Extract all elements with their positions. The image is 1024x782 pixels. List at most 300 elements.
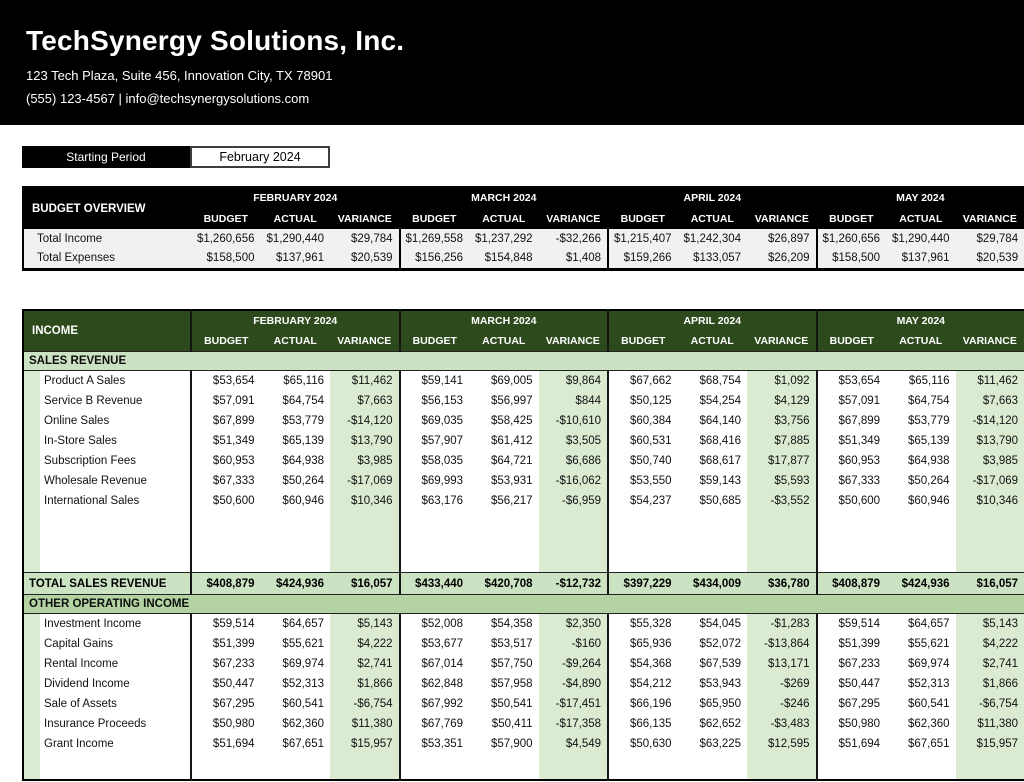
income-body (23, 352, 1024, 780)
blank-cell (608, 511, 678, 573)
table-title: BUDGET OVERVIEW (23, 187, 191, 229)
value-cell: $64,754 (886, 391, 956, 411)
value-cell: $55,621 (261, 634, 331, 654)
blank-cell (817, 754, 887, 780)
blank-cell (469, 754, 539, 780)
value-cell: $67,014 (400, 654, 470, 674)
column-header: BUDGET (817, 331, 887, 352)
value-cell: $53,550 (608, 471, 678, 491)
value-cell: $62,360 (886, 714, 956, 734)
value-cell: $61,412 (469, 431, 539, 451)
value-cell: $424,936 (886, 573, 956, 595)
column-header: ACTUAL (886, 331, 956, 352)
value-cell: -$269 (747, 674, 817, 694)
value-cell: $62,652 (678, 714, 748, 734)
value-cell: $7,663 (956, 391, 1024, 411)
value-cell: $64,754 (261, 391, 331, 411)
value-cell: $69,974 (886, 654, 956, 674)
value-cell: $20,539 (956, 249, 1024, 269)
value-cell: -$13,864 (747, 634, 817, 654)
column-header: ACTUAL (261, 331, 331, 352)
month-header: MAY 2024 (817, 187, 1024, 208)
blank-cell (678, 511, 748, 573)
value-cell: -$14,120 (956, 411, 1024, 431)
column-header: ACTUAL (469, 208, 539, 229)
value-cell: $65,139 (886, 431, 956, 451)
row-label: Total Income (23, 229, 191, 249)
blank-cell (400, 511, 470, 573)
column-header: ACTUAL (469, 331, 539, 352)
value-cell: $1,092 (747, 371, 817, 391)
value-cell: $64,657 (886, 614, 956, 634)
value-cell: $133,057 (678, 249, 748, 269)
value-cell: $10,346 (330, 491, 400, 511)
value-cell: $11,462 (956, 371, 1024, 391)
company-name: TechSynergy Solutions, Inc. (26, 25, 405, 56)
value-cell: -$4,890 (539, 674, 609, 694)
value-cell: $15,957 (956, 734, 1024, 754)
blank-cell (608, 754, 678, 780)
blank-cell (261, 754, 331, 780)
value-cell: -$14,120 (330, 411, 400, 431)
value-cell: $68,617 (678, 451, 748, 471)
value-cell: $64,938 (886, 451, 956, 471)
value-cell: $1,242,304 (678, 229, 748, 249)
value-cell: $1,290,440 (886, 229, 956, 249)
value-cell: $26,897 (747, 229, 817, 249)
section-heading: OTHER OPERATING INCOME (23, 595, 1024, 614)
value-cell: -$17,451 (539, 694, 609, 714)
value-cell: $20,539 (330, 249, 400, 269)
value-cell: $67,295 (191, 694, 261, 714)
blank-cell (886, 754, 956, 780)
value-cell: $159,266 (608, 249, 678, 269)
value-cell: $51,399 (191, 634, 261, 654)
blank-cell (23, 754, 191, 780)
value-cell: $67,333 (817, 471, 887, 491)
value-cell: $408,879 (817, 573, 887, 595)
table-row (23, 471, 1024, 491)
value-cell: $52,008 (400, 614, 470, 634)
value-cell: $408,879 (191, 573, 261, 595)
value-cell: $17,877 (747, 451, 817, 471)
value-cell: $1,866 (956, 674, 1024, 694)
value-cell: $67,333 (191, 471, 261, 491)
value-cell: $13,171 (747, 654, 817, 674)
row-label: Service B Revenue (23, 391, 191, 411)
blank-row (23, 754, 1024, 780)
value-cell: $67,651 (261, 734, 331, 754)
value-cell: $36,780 (747, 573, 817, 595)
column-header: BUDGET (608, 331, 678, 352)
blank-cell (191, 754, 261, 780)
column-header: ACTUAL (678, 208, 748, 229)
blank-cell (886, 511, 956, 573)
value-cell: $58,035 (400, 451, 470, 471)
value-cell: $1,866 (330, 674, 400, 694)
value-cell: $3,985 (330, 451, 400, 471)
value-cell: $11,380 (956, 714, 1024, 734)
value-cell: $65,936 (608, 634, 678, 654)
value-cell: $53,779 (261, 411, 331, 431)
table-row (23, 694, 1024, 714)
value-cell: $13,790 (330, 431, 400, 451)
value-cell: $50,125 (608, 391, 678, 411)
value-cell: $67,539 (678, 654, 748, 674)
value-cell: $54,237 (608, 491, 678, 511)
value-cell: $57,900 (469, 734, 539, 754)
value-cell: $52,313 (886, 674, 956, 694)
value-cell: $68,754 (678, 371, 748, 391)
value-cell: $50,447 (191, 674, 261, 694)
value-cell: $50,980 (191, 714, 261, 734)
value-cell: $137,961 (261, 249, 331, 269)
month-header: FEBRUARY 2024 (191, 310, 400, 331)
value-cell: $53,677 (400, 634, 470, 654)
value-cell: $9,864 (539, 371, 609, 391)
blank-cell (330, 754, 400, 780)
table-row (23, 249, 1024, 269)
value-cell: -$160 (539, 634, 609, 654)
blank-cell (747, 511, 817, 573)
value-cell: $60,946 (261, 491, 331, 511)
value-cell: $57,091 (817, 391, 887, 411)
value-cell: $63,225 (678, 734, 748, 754)
value-cell: $51,399 (817, 634, 887, 654)
value-cell: $66,196 (608, 694, 678, 714)
value-cell: -$12,732 (539, 573, 609, 595)
table-row (23, 734, 1024, 754)
company-header (0, 0, 1024, 125)
value-cell: $66,135 (608, 714, 678, 734)
blank-cell (400, 754, 470, 780)
total-row (23, 573, 1024, 595)
total-label: TOTAL SALES REVENUE (23, 573, 191, 595)
value-cell: $67,899 (817, 411, 887, 431)
row-label: Insurance Proceeds (23, 714, 191, 734)
value-cell: $50,411 (469, 714, 539, 734)
value-cell: $1,260,656 (817, 229, 887, 249)
value-cell: $59,141 (400, 371, 470, 391)
value-cell: -$32,266 (539, 229, 609, 249)
value-cell: -$6,754 (956, 694, 1024, 714)
table-row (23, 431, 1024, 451)
value-cell: $424,936 (261, 573, 331, 595)
value-cell: $1,237,292 (469, 229, 539, 249)
value-cell: $50,264 (261, 471, 331, 491)
value-cell: $67,651 (886, 734, 956, 754)
month-header: FEBRUARY 2024 (191, 187, 400, 208)
company-contact: (555) 123-4567 | info@techsynergysolutions.com (26, 91, 310, 106)
table-row (23, 229, 1024, 249)
blank-cell (539, 754, 609, 780)
value-cell: $1,269,558 (400, 229, 470, 249)
value-cell: $50,600 (817, 491, 887, 511)
value-cell: $64,938 (261, 451, 331, 471)
value-cell: $50,740 (608, 451, 678, 471)
value-cell: $3,756 (747, 411, 817, 431)
row-label: Capital Gains (23, 634, 191, 654)
value-cell: $65,950 (678, 694, 748, 714)
column-header: BUDGET (400, 208, 470, 229)
value-cell: $62,848 (400, 674, 470, 694)
value-cell: $11,380 (330, 714, 400, 734)
value-cell: $55,621 (886, 634, 956, 654)
value-cell: -$3,552 (747, 491, 817, 511)
starting-period-value[interactable]: February 2024 (190, 146, 330, 168)
month-header: MAY 2024 (817, 310, 1024, 331)
row-label: Grant Income (23, 734, 191, 754)
value-cell: $53,779 (886, 411, 956, 431)
value-cell: $60,531 (608, 431, 678, 451)
value-cell: $6,686 (539, 451, 609, 471)
value-cell: $53,351 (400, 734, 470, 754)
value-cell: $67,233 (817, 654, 887, 674)
column-header: BUDGET (191, 208, 261, 229)
value-cell: -$10,610 (539, 411, 609, 431)
value-cell: -$16,062 (539, 471, 609, 491)
table-row (23, 634, 1024, 654)
value-cell: $57,091 (191, 391, 261, 411)
value-cell: $434,009 (678, 573, 748, 595)
value-cell: $69,993 (400, 471, 470, 491)
value-cell: $65,116 (261, 371, 331, 391)
value-cell: $3,985 (956, 451, 1024, 471)
value-cell: $16,057 (956, 573, 1024, 595)
blank-cell (539, 511, 609, 573)
blank-cell (23, 511, 191, 573)
value-cell: $67,899 (191, 411, 261, 431)
column-header: VARIANCE (747, 331, 817, 352)
value-cell: -$6,754 (330, 694, 400, 714)
value-cell: $59,143 (678, 471, 748, 491)
value-cell: $56,217 (469, 491, 539, 511)
value-cell: $4,129 (747, 391, 817, 411)
value-cell: $56,153 (400, 391, 470, 411)
value-cell: $69,974 (261, 654, 331, 674)
value-cell: $57,750 (469, 654, 539, 674)
value-cell: -$17,069 (330, 471, 400, 491)
row-label: Product A Sales (23, 371, 191, 391)
table-title: INCOME (23, 310, 191, 352)
value-cell: $54,254 (678, 391, 748, 411)
column-header: BUDGET (608, 208, 678, 229)
value-cell: $52,072 (678, 634, 748, 654)
value-cell: $50,600 (191, 491, 261, 511)
value-cell: $51,694 (191, 734, 261, 754)
value-cell: -$9,264 (539, 654, 609, 674)
value-cell: $5,593 (747, 471, 817, 491)
value-cell: $1,215,407 (608, 229, 678, 249)
column-header: VARIANCE (747, 208, 817, 229)
row-label: International Sales (23, 491, 191, 511)
value-cell: $50,541 (469, 694, 539, 714)
value-cell: $4,222 (956, 634, 1024, 654)
value-cell: $29,784 (956, 229, 1024, 249)
value-cell: $54,045 (678, 614, 748, 634)
table-header-row (23, 187, 1024, 208)
value-cell: $397,229 (608, 573, 678, 595)
value-cell: $60,541 (261, 694, 331, 714)
value-cell: $4,549 (539, 734, 609, 754)
value-cell: $54,212 (608, 674, 678, 694)
value-cell: $158,500 (191, 249, 261, 269)
value-cell: $51,694 (817, 734, 887, 754)
period-selector (22, 146, 1024, 168)
row-label: Wholesale Revenue (23, 471, 191, 491)
column-header: ACTUAL (261, 208, 331, 229)
value-cell: $50,630 (608, 734, 678, 754)
value-cell: $60,541 (886, 694, 956, 714)
value-cell: $59,514 (817, 614, 887, 634)
blank-cell (330, 511, 400, 573)
value-cell: $53,943 (678, 674, 748, 694)
row-label: Investment Income (23, 614, 191, 634)
value-cell: $10,346 (956, 491, 1024, 511)
section-header-row (23, 352, 1024, 371)
value-cell: $53,654 (817, 371, 887, 391)
month-header: MARCH 2024 (400, 187, 609, 208)
value-cell: $59,514 (191, 614, 261, 634)
value-cell: $64,140 (678, 411, 748, 431)
value-cell: $57,907 (400, 431, 470, 451)
column-header: VARIANCE (330, 208, 400, 229)
blank-cell (747, 754, 817, 780)
value-cell: $58,425 (469, 411, 539, 431)
blank-cell (261, 511, 331, 573)
value-cell: $54,358 (469, 614, 539, 634)
value-cell: -$246 (747, 694, 817, 714)
value-cell: $2,741 (956, 654, 1024, 674)
value-cell: $67,662 (608, 371, 678, 391)
row-label: Rental Income (23, 654, 191, 674)
table-row (23, 391, 1024, 411)
value-cell: $64,721 (469, 451, 539, 471)
column-header: VARIANCE (539, 208, 609, 229)
table-row (23, 411, 1024, 431)
value-cell: $69,005 (469, 371, 539, 391)
value-cell: $55,328 (608, 614, 678, 634)
table-row (23, 491, 1024, 511)
value-cell: $5,143 (330, 614, 400, 634)
value-cell: $12,595 (747, 734, 817, 754)
value-cell: $50,264 (886, 471, 956, 491)
column-header: VARIANCE (330, 331, 400, 352)
value-cell: -$17,358 (539, 714, 609, 734)
table-row (23, 371, 1024, 391)
blank-cell (469, 511, 539, 573)
value-cell: $60,384 (608, 411, 678, 431)
row-label: Subscription Fees (23, 451, 191, 471)
value-cell: $67,992 (400, 694, 470, 714)
overview-body (23, 229, 1024, 269)
value-cell: $67,295 (817, 694, 887, 714)
value-cell: $69,035 (400, 411, 470, 431)
value-cell: $844 (539, 391, 609, 411)
value-cell: $65,139 (261, 431, 331, 451)
month-header: APRIL 2024 (608, 310, 817, 331)
section-heading: SALES REVENUE (23, 352, 1024, 371)
value-cell: $16,057 (330, 573, 400, 595)
value-cell: $158,500 (817, 249, 887, 269)
row-label: Sale of Assets (23, 694, 191, 714)
blank-row (23, 511, 1024, 573)
value-cell: $62,360 (261, 714, 331, 734)
blank-cell (956, 511, 1024, 573)
value-cell: $60,946 (886, 491, 956, 511)
value-cell: $53,517 (469, 634, 539, 654)
value-cell: $68,416 (678, 431, 748, 451)
column-header: VARIANCE (956, 331, 1024, 352)
value-cell: $64,657 (261, 614, 331, 634)
column-header: BUDGET (191, 331, 261, 352)
value-cell: $53,931 (469, 471, 539, 491)
month-header: MARCH 2024 (400, 310, 609, 331)
column-header: BUDGET (817, 208, 887, 229)
row-label: Dividend Income (23, 674, 191, 694)
value-cell: $67,233 (191, 654, 261, 674)
column-header: BUDGET (400, 331, 470, 352)
value-cell: $15,957 (330, 734, 400, 754)
table-row (23, 674, 1024, 694)
value-cell: $11,462 (330, 371, 400, 391)
column-header: VARIANCE (956, 208, 1024, 229)
value-cell: $60,953 (817, 451, 887, 471)
income-table (22, 309, 1024, 781)
blank-cell (956, 754, 1024, 780)
value-cell: $13,790 (956, 431, 1024, 451)
value-cell: $156,256 (400, 249, 470, 269)
month-header: APRIL 2024 (608, 187, 817, 208)
value-cell: $137,961 (886, 249, 956, 269)
value-cell: $7,663 (330, 391, 400, 411)
value-cell: $2,350 (539, 614, 609, 634)
value-cell: $1,260,656 (191, 229, 261, 249)
table-row (23, 614, 1024, 634)
value-cell: $2,741 (330, 654, 400, 674)
table-row (23, 451, 1024, 471)
column-header: ACTUAL (886, 208, 956, 229)
table-row (23, 654, 1024, 674)
value-cell: $26,209 (747, 249, 817, 269)
value-cell: $433,440 (400, 573, 470, 595)
row-label: In-Store Sales (23, 431, 191, 451)
row-label: Total Expenses (23, 249, 191, 269)
value-cell: $60,953 (191, 451, 261, 471)
value-cell: $29,784 (330, 229, 400, 249)
blank-cell (191, 511, 261, 573)
value-cell: $65,116 (886, 371, 956, 391)
value-cell: $51,349 (191, 431, 261, 451)
blank-cell (817, 511, 887, 573)
value-cell: $50,980 (817, 714, 887, 734)
table-row (23, 714, 1024, 734)
value-cell: $50,685 (678, 491, 748, 511)
value-cell: $420,708 (469, 573, 539, 595)
value-cell: $63,176 (400, 491, 470, 511)
starting-period-label: Starting Period (22, 146, 190, 168)
value-cell: $7,885 (747, 431, 817, 451)
column-header: ACTUAL (678, 331, 748, 352)
value-cell: $5,143 (956, 614, 1024, 634)
income-header (23, 310, 1024, 352)
value-cell: -$3,483 (747, 714, 817, 734)
company-address: 123 Tech Plaza, Suite 456, Innovation City, TX 78901 (26, 68, 333, 83)
row-label: Online Sales (23, 411, 191, 431)
value-cell: -$17,069 (956, 471, 1024, 491)
blank-cell (678, 754, 748, 780)
value-cell: $1,290,440 (261, 229, 331, 249)
